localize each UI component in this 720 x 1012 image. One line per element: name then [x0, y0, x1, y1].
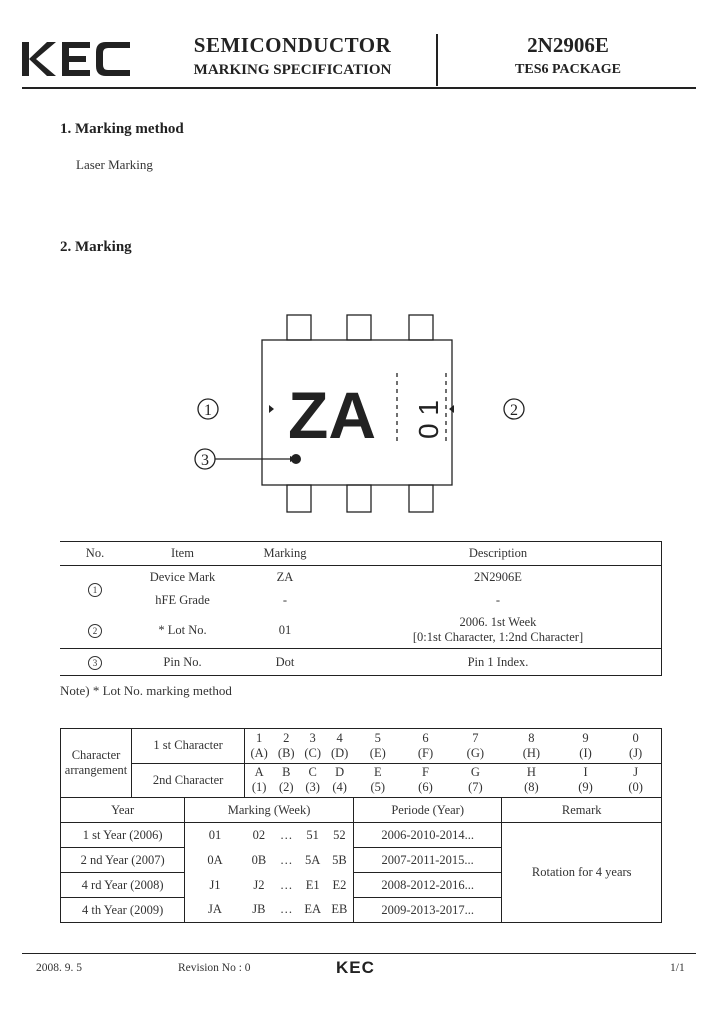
col-description: Description — [468, 546, 528, 560]
cell-desc: 2N2906E — [474, 570, 522, 584]
second-char-cell: A (1) — [245, 763, 273, 798]
header-title: SEMICONDUCTOR — [193, 33, 392, 57]
first-char-cell: 9 (I) — [561, 729, 610, 764]
period-header: Periode (Year) — [353, 798, 502, 823]
lot-note: Note) * Lot No. marking method — [60, 683, 232, 698]
week-code-cell: … — [280, 877, 293, 892]
lot-number-text: 0 1 — [413, 400, 444, 439]
char-arrangement-label: Character arrangement — [61, 729, 132, 798]
footer-revision: Revision No : 0 — [178, 962, 251, 974]
week-code-cell: … — [280, 902, 293, 917]
year-header: Year — [61, 798, 185, 823]
footer-page: 1/1 — [670, 962, 685, 974]
table-row — [60, 649, 662, 676]
week-code-cell: 51 — [306, 827, 319, 842]
week-code-cell: 52 — [333, 827, 346, 842]
table-row — [60, 612, 662, 649]
callout-3-label: 3 — [201, 452, 209, 469]
period-cell: 2006-2010-2014... — [353, 823, 502, 848]
table-row — [61, 729, 662, 764]
period-cell: 2008-2012-2016... — [353, 873, 502, 898]
table-row — [60, 589, 662, 612]
table-header-row — [60, 542, 662, 566]
pin-bottom-3 — [409, 485, 433, 512]
cell-item: Device Mark — [149, 570, 216, 584]
week-code-cell: J1 — [209, 877, 221, 892]
col-no: No. — [85, 546, 105, 560]
week-code-cell: … — [280, 852, 293, 867]
section2-heading: 2. Marking — [60, 239, 132, 255]
row-no-3: 3 — [60, 649, 130, 676]
second-char-label: 2nd Character — [132, 763, 245, 798]
first-char-cell: 2 (B) — [273, 729, 299, 764]
first-char-label: 1 st Character — [132, 729, 245, 764]
cell-marking: ZA — [276, 570, 294, 584]
marking-table — [60, 541, 662, 676]
row-no-1: 1 — [60, 566, 130, 613]
first-char-cell: 8 (H) — [502, 729, 561, 764]
week-code-cell: 02 — [252, 827, 266, 842]
first-char-cell: 5 (E) — [353, 729, 402, 764]
row-no-2: 2 — [60, 612, 130, 649]
period-cell: 2007-2011-2015... — [353, 848, 502, 873]
second-char-cell: G (7) — [449, 763, 502, 798]
first-char-cell: 1 (A) — [245, 729, 273, 764]
week-code-cell: EB — [331, 902, 348, 917]
year-cell: 2 nd Year (2007) — [61, 848, 185, 873]
pin-top-1 — [287, 315, 311, 340]
footer-date: 2008. 9. 5 — [36, 962, 82, 974]
year-cell: 4 th Year (2009) — [61, 898, 185, 923]
callout-1-label: 1 — [204, 402, 212, 419]
table-row — [60, 566, 662, 590]
first-char-cell: 6 (F) — [402, 729, 449, 764]
second-char-cell: J (0) — [610, 763, 661, 798]
week-code-cell: E1 — [305, 877, 320, 892]
table-row — [61, 763, 662, 798]
first-char-cell: 7 (G) — [449, 729, 502, 764]
section1-text: Laser Marking — [76, 157, 153, 172]
year-cell: 1 st Year (2006) — [61, 823, 185, 848]
device-mark-text: ZA — [288, 378, 376, 452]
week-code-cell: 0B — [251, 852, 267, 867]
week-code-cell: 5A — [305, 852, 321, 867]
cell-marking: - — [282, 593, 288, 607]
package-name: TES6 PACKAGE — [515, 62, 621, 77]
package-marking-diagram — [180, 305, 540, 520]
week-code-cell: E2 — [332, 877, 347, 892]
cell-marking: Dot — [275, 654, 295, 669]
part-number: 2N2906E — [527, 33, 609, 57]
callout-2-label: 2 — [510, 402, 518, 419]
second-char-cell: I (9) — [561, 763, 610, 798]
pin-bottom-1 — [287, 485, 311, 512]
cell-desc: - — [495, 593, 501, 607]
header-rule — [22, 87, 696, 89]
footer-logo: KEC — [336, 958, 375, 977]
first-char-cell: 3 (C) — [299, 729, 325, 764]
header-subtitle: MARKING SPECIFICATION — [193, 62, 392, 78]
table-row — [61, 823, 662, 848]
first-char-cell: 4 (D) — [326, 729, 354, 764]
second-char-cell: H (8) — [502, 763, 561, 798]
pin1-dot — [291, 454, 301, 464]
remark-header: Remark — [502, 798, 662, 823]
cell-item: Pin No. — [163, 654, 202, 669]
week-code-cell: 01 — [208, 827, 222, 842]
week-code-cell: EA — [304, 902, 322, 917]
cell-item: hFE Grade — [155, 593, 210, 607]
week-code-cell: J2 — [253, 877, 265, 892]
cell-desc: Pin 1 Index. — [467, 654, 529, 669]
lot-code-table — [60, 728, 662, 923]
week-code-cell: … — [280, 827, 293, 842]
footer-rule — [22, 953, 696, 954]
second-char-cell: D (4) — [326, 763, 354, 798]
week-code-cell: 5B — [332, 852, 347, 867]
remark-cell: Rotation for 4 years — [502, 823, 662, 923]
table-row — [61, 798, 662, 823]
pin-top-3 — [409, 315, 433, 340]
second-char-cell: C (3) — [299, 763, 325, 798]
week-code-cell: JA — [208, 902, 222, 917]
cell-item: * Lot No. — [158, 622, 207, 637]
week-code-cell: JB — [252, 902, 266, 917]
week-code-cell: 0A — [207, 852, 223, 867]
pin-top-2 — [347, 315, 371, 340]
second-char-cell: B (2) — [273, 763, 299, 798]
cell-desc: 2006. 1st Week [0:1st Character, 1:2nd Character] — [412, 615, 584, 644]
col-marking: Marking — [263, 546, 307, 560]
pin-bottom-2 — [347, 485, 371, 512]
year-cell: 4 rd Year (2008) — [61, 873, 185, 898]
period-cell: 2009-2013-2017... — [353, 898, 502, 923]
cell-marking: 01 — [278, 622, 292, 637]
section1-heading: 1. Marking method — [60, 121, 184, 137]
header-divider — [436, 34, 438, 86]
kec-logo — [22, 40, 132, 78]
second-char-cell: F (6) — [402, 763, 449, 798]
marking-week-header: Marking (Week) — [185, 798, 354, 823]
second-char-cell: E (5) — [353, 763, 402, 798]
first-char-cell: 0 (J) — [610, 729, 661, 764]
col-item: Item — [171, 546, 194, 560]
